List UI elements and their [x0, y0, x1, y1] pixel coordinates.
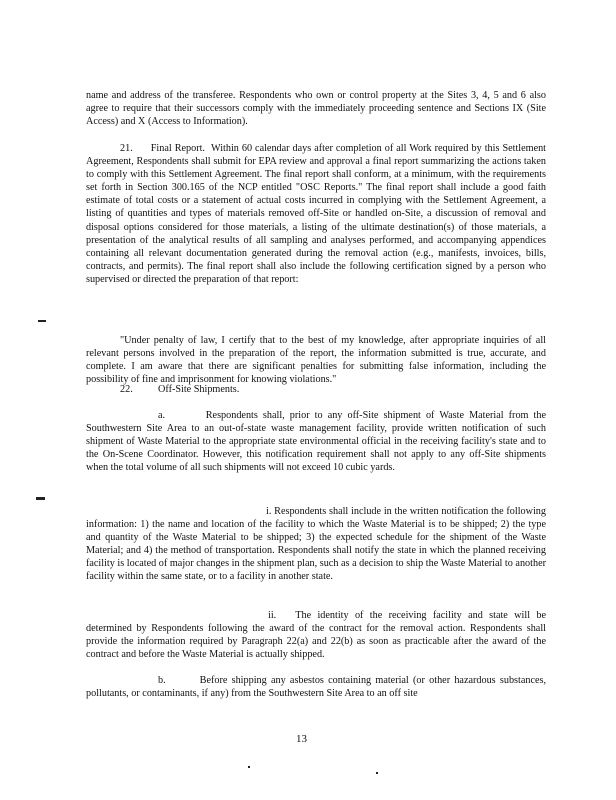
paragraph-22a-ii: ii. The identity of the receiving facility and state will be determined by Respondents following the award of the contract for the removal action. Respondents shall provide the information required by Paragraph 22(a) and 22(b) as soon as practicable after the award of the contract and before the Waste Material is actually shipped. — [86, 610, 546, 661]
paragraph-22b: b. Before shipping any asbestos containing material (or other hazardous substances, pollutants, or contaminants, if any) from the Southwestern Site Area to an off site — [86, 675, 546, 700]
scan-speck — [376, 772, 378, 774]
paragraph-21-final-report — [86, 142, 546, 286]
scan-speck — [36, 497, 45, 500]
paragraph-22-title: Off-Site Shipments. — [158, 384, 240, 395]
certification-quote: "Under penalty of law, I certify that to the best of my knowledge, after appropriate inquiries of all relevant persons involved in the preparation of the report, the information submitted is true, accurate, and complete. I am aware that there are significant penalties for submitting false information, including the possibility of fine and imprisonment for knowing violations." — [86, 335, 546, 386]
scan-speck — [38, 320, 46, 322]
paragraph-21-title: Final Report. — [150, 143, 205, 154]
paragraph-22a: a. Respondents shall, prior to any off-Site shipment of Waste Material from the Southwestern Site Area to an out-of-state waste management facility, provide written notification of such shipment of Waste Material to the appropriate state environmental official in the receiving facility's state and to the On-Scene Coordinator. However, this notification requirement shall not apply to any off-Site shipments when the total volume of all such shipments will not exceed 10 cubic yards. — [86, 410, 546, 474]
paragraph-22-number: 22. — [120, 384, 133, 395]
paragraph-21-body: Within 60 calendar days after completion of all Work required by this Settlement Agreement, Respondents shall submit for EPA review and approval a final report summarizing the actions taken to comply with this Settlement Agreement. The final report shall conform, at a minimum, with the requirements set forth in Section 300.165 of the NCP entitled "OSC Reports." The final report shall include a good faith estimate of total costs or a statement of actual costs incurred in complying with the Settlement Agreement, a listing of quantities and types of materials removed off-Site or handled on-Site, a discussion of removal and disposal options considered for those materials, a listing of the ultimate destination(s) of those materials, a presentation of the analytical results of all sampling and analyses performed, and accompanying appendices containing all relevant documentation generated during the removal action (e.g., manifests, invoices, bills, contracts, and permits). The final report shall also include the following certification signed by a person who supervised or directed the preparation of that report: — [86, 143, 547, 285]
paragraph-transferee: name and address of the transferee. Respondents who own or control property at the Sites 3, 4, 5 and 6 also agree to require that their successors comply with the immediately proceeding sentence and Sections IX (Site Access) and X (Access to Information). — [86, 90, 546, 128]
page-number: 13 — [296, 733, 307, 745]
paragraph-22-heading — [120, 383, 239, 396]
paragraph-22a-i: i. Respondents shall include in the written notification the following information: 1) the name and location of the facility to which the Waste Material is to be shipped; 2) the type and quantity of the Waste Material to be shipped; 3) the expected schedule for the shipment of the Waste Material; and 4) the method of transportation. Respondents shall notify the state in which the planned receiving facility is located of major changes in the shipment plan, such as a decision to ship the Waste Material to another facility within the same state, or to a facility in another state. — [86, 506, 546, 583]
paragraph-21-number: 21. — [120, 143, 133, 154]
scan-speck — [248, 766, 250, 768]
